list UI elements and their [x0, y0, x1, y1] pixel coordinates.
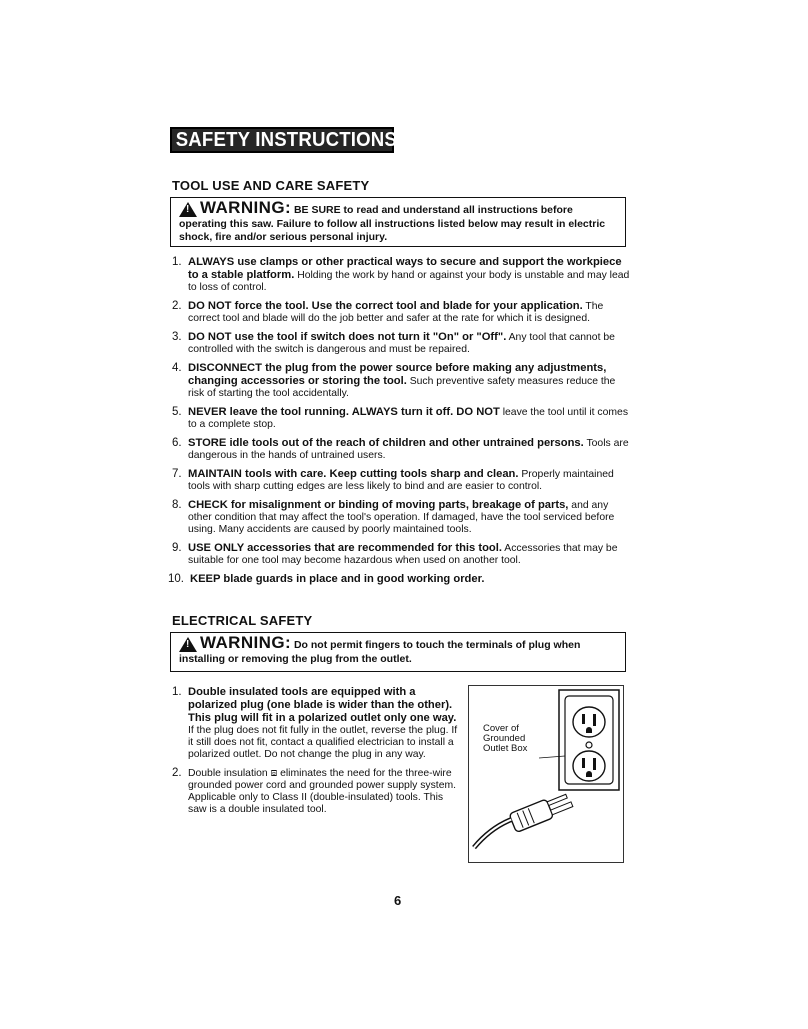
list-item: 4. DISCONNECT the plug from the power source before making any adjustments, changing accessories or storing the tool. Such preventive safety measures reduce the risk of starting the tool accidentally. [172, 362, 616, 399]
electrical-warning-box [170, 632, 626, 672]
warning-word: WARNING: [200, 633, 292, 652]
list-item: 6. STORE idle tools out of the reach of children and other untrained persons. Tools are dangerous in the hands of untrained users. [172, 437, 629, 461]
warning-word: WARNING: [200, 198, 292, 217]
warning-triangle-icon [179, 637, 197, 652]
list-item: 1. ALWAYS use clamps or other practical ways to secure and support the workpiece to a stable platform. Holding the work by hand or against your body is unstable and may lead to loss of control. [172, 256, 630, 293]
list-item: 2. Double insulation ⧈ eliminates the need for the three-wire grounded power cord and grounded power supply system. Applicable only to Class II (double-insulated) tools. This saw is a double insulated tool. [172, 767, 457, 815]
tool-safety-heading: TOOL USE AND CARE SAFETY [172, 178, 370, 193]
warning-triangle-icon [179, 202, 197, 217]
electrical-safety-list [172, 686, 462, 822]
tool-safety-list [168, 256, 632, 592]
banner-title: SAFETY INSTRUCTIONS cont. [175, 129, 448, 151]
list-item: 2. DO NOT force the tool. Use the correct tool and blade for your application. The correct tool and blade will do the job better and safer at the rate for which it is designed. [172, 300, 604, 324]
list-item: 5. NEVER leave the tool running. ALWAYS turn it off. DO NOT leave the tool until it comes to a complete stop. [172, 406, 629, 430]
outlet-plug-figure [468, 685, 624, 863]
list-item: 1. Double insulated tools are equipped with a polarized plug (one blade is wider than the other). This plug will fit in a polarized outlet only one way. If the plug does not fit fully in the outlet, reverse the plug. If it still does not fit, contact a qualified electrician to install a polarized outlet. Do not change the plug in any way. [172, 686, 458, 760]
list-item: 3. DO NOT use the tool if switch does not turn it "On" or "Off". Any tool that cannot be controlled with the switch is dangerous and must be repaired. [172, 331, 615, 355]
outlet-plug-illustration [469, 686, 623, 862]
list-item: 8. CHECK for misalignment or binding of moving parts, breakage of parts, and any other condition that may affect the tool's operation. If damaged, have the tool serviced before using. Many accidents are caused by poorly maintained tools. [172, 499, 615, 535]
page-number: 6 [394, 893, 402, 908]
list-item: 7. MAINTAIN tools with care. Keep cutting tools sharp and clean. Properly maintained tools with sharp cutting edges are less likely to bind and are easier to control. [172, 468, 614, 492]
figure-label: Cover of Grounded Outlet Box [483, 723, 528, 754]
list-item: 9. USE ONLY accessories that are recommended for this tool. Accessories that may be suitable for one tool may become hazardous when used on another tool. [172, 542, 618, 566]
list-item: 10. KEEP blade guards in place and in good working order. [168, 573, 485, 585]
tool-warning-box [170, 197, 626, 247]
tool-warning-text: BE SURE to read and understand all instructions before operating this saw. Failure to follow all instructions listed below may result in electric shock, fire and/or serious personal injury. [179, 204, 606, 243]
electrical-warning-text: Do not permit fingers to touch the terminals of plug when installing or removing the plug from the outlet. [179, 639, 581, 665]
section-banner [170, 127, 448, 153]
electrical-safety-heading: ELECTRICAL SAFETY [172, 613, 313, 628]
